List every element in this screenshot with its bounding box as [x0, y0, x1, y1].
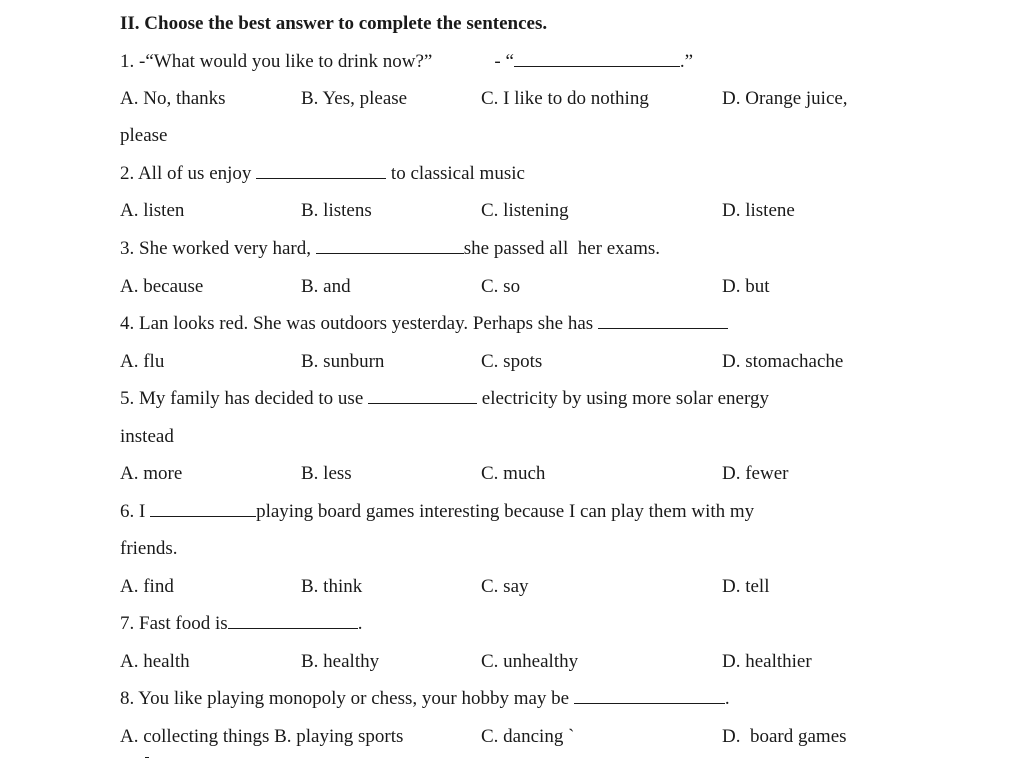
question-1-option-c: C. I like to do nothing [481, 88, 649, 109]
question-2-blank [256, 163, 386, 179]
question-5-blank [368, 388, 477, 404]
question-2-stem [120, 162, 525, 186]
question-3-option-d: D. but [722, 276, 770, 297]
question-6-option-d: D. tell [722, 576, 770, 597]
question-8-option-a-b: A. collecting things B. playing sports [120, 726, 404, 747]
question-3-blank [316, 238, 464, 254]
question-4-text: 4. Lan looks red. She was outdoors yesterday. Perhaps she has [120, 313, 594, 334]
question-7-option-d: D. healthier [722, 651, 812, 672]
question-5-option-c: C. much [481, 463, 546, 484]
question-6-blank [150, 501, 256, 517]
question-6-stem-continuation: friends. [120, 538, 178, 559]
question-4-option-c: C. spots [481, 351, 543, 372]
question-6-option-b: B. think [301, 576, 363, 597]
question-5-text-before: 5. My family has decided to use [120, 388, 364, 409]
question-8-stem [120, 687, 730, 711]
question-7-option-a: A. health [120, 651, 190, 672]
question-8-blank [574, 688, 725, 704]
question-3-option-c: C. so [481, 276, 521, 297]
question-6-stem [120, 500, 754, 524]
question-7-text-after: . [357, 613, 363, 634]
question-1-option-d-continuation: please [120, 125, 168, 146]
question-6-text-after: playing board games interesting because I can play them with my [256, 501, 755, 522]
question-8-option-c: C. dancing ` [481, 726, 575, 747]
question-5-option-a: A. more [120, 463, 183, 484]
question-2-text-before: 2. All of us enjoy [120, 163, 252, 184]
question-4-option-a: A. flu [120, 351, 165, 372]
question-4-option-d: D. stomachache [722, 351, 844, 372]
cutoff-text-fragment [145, 757, 149, 758]
question-2-option-c: C. listening [481, 200, 569, 221]
question-3-stem [120, 237, 660, 261]
question-6-option-c: C. say [481, 576, 529, 597]
question-3-text-after: she passed all her exams. [463, 238, 661, 259]
question-5-stem-continuation: instead [120, 426, 174, 447]
question-3-option-b: B. and [301, 276, 351, 297]
question-1-reply-open: - “ [494, 51, 514, 72]
question-5-stem [120, 387, 769, 411]
question-6-text-before: 6. I [120, 501, 146, 522]
question-1-stem [120, 50, 693, 74]
question-1-option-a: A. No, thanks [120, 88, 226, 109]
question-1-blank [514, 51, 680, 67]
question-1-option-d: D. Orange juice, [722, 88, 848, 109]
question-8-text: 8. You like playing monopoly or chess, your hobby may be [120, 688, 570, 709]
question-5-text-after: electricity by using more solar energy [481, 388, 769, 409]
question-4-stem [120, 312, 728, 336]
question-2-text-after: to classical music [390, 163, 525, 184]
question-1-option-b: B. Yes, please [301, 88, 408, 109]
question-4-blank [598, 313, 728, 329]
question-6-option-a: A. find [120, 576, 174, 597]
question-7-option-c: C. unhealthy [481, 651, 579, 672]
question-5-option-b: B. less [301, 463, 352, 484]
question-7-stem [120, 612, 362, 636]
section-heading: II. Choose the best answer to complete the sentences. [120, 13, 548, 34]
question-8-option-d: D. board games [722, 726, 847, 747]
question-7-blank [228, 613, 358, 629]
question-7-text-before: 7. Fast food is [120, 613, 228, 634]
question-8-text-after: . [724, 688, 730, 709]
question-7-option-b: B. healthy [301, 651, 380, 672]
question-2-option-d: D. listene [722, 200, 795, 221]
question-2-option-b: B. listens [301, 200, 372, 221]
question-2-option-a: A. listen [120, 200, 185, 221]
question-5-option-d: D. fewer [722, 463, 789, 484]
question-3-option-a: A. because [120, 276, 204, 297]
question-4-option-b: B. sunburn [301, 351, 385, 372]
question-1-text: 1. -“What would you like to drink now?” [120, 51, 433, 72]
question-1-reply-close: .” [679, 51, 694, 72]
question-3-text-before: 3. She worked very hard, [120, 238, 312, 259]
